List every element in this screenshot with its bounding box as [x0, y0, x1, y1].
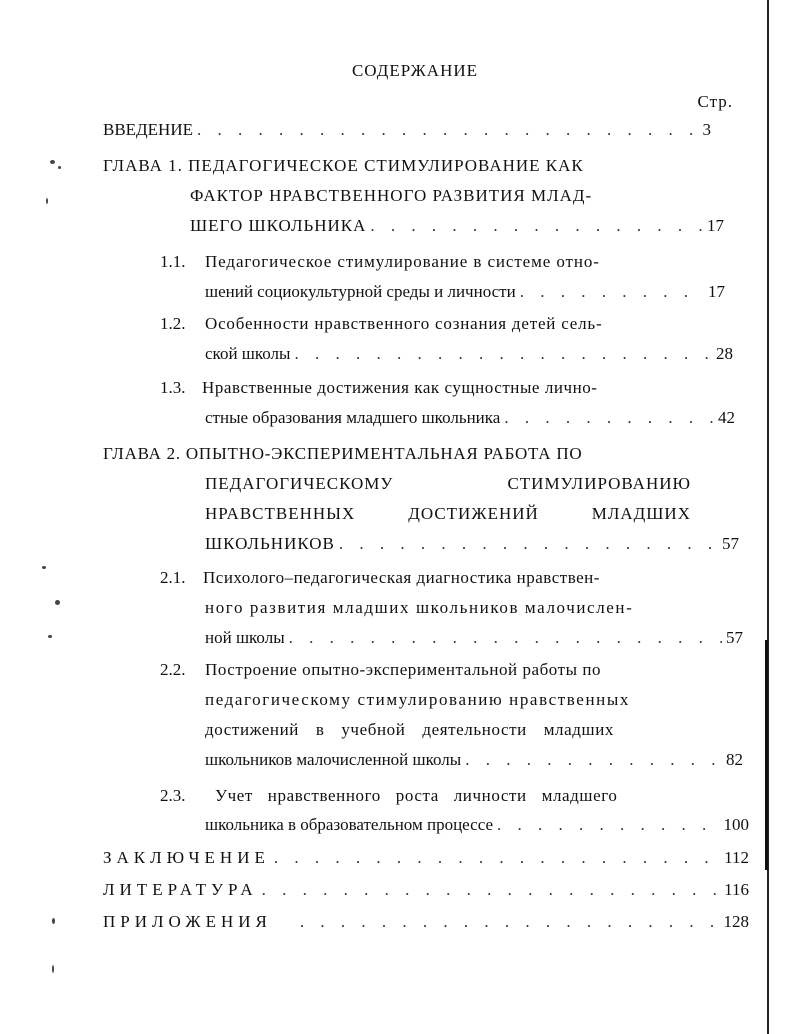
toc-section-2-3-line1: Учет нравственного роста личности младшего: [215, 786, 618, 805]
toc-chapter-heading-word: ДОСТИЖЕНИЙ: [408, 504, 539, 523]
toc-entry-intro: [103, 120, 711, 140]
toc-section-2-2-line2: педагогическому стимулированию нравственных: [205, 690, 630, 709]
toc-chapter2-line4: [205, 534, 739, 554]
scan-speck: [42, 566, 46, 569]
toc-section-number: 2.2.: [160, 660, 186, 679]
scan-speck: [48, 635, 52, 638]
page-edge-line: [767, 0, 769, 1034]
toc-page-number: 112: [724, 848, 749, 867]
leader-dots: [370, 216, 703, 236]
leader-dots: [197, 120, 699, 140]
toc-entry-label: шений социокультурной среды и личности: [205, 282, 516, 301]
toc-entry-label: школьников малочисленной школы: [205, 750, 462, 769]
toc-chapter-heading-word: МЛАДШИХ: [591, 504, 691, 523]
toc-chapter1-line2: ФАКТОР НРАВСТВЕННОГО РАЗВИТИЯ МЛАД-: [190, 186, 593, 205]
toc-section-number: 2.3.: [160, 786, 186, 805]
toc-entry-label: ной школы: [205, 628, 285, 647]
toc-page-number: 82: [726, 750, 743, 769]
page-column-label: Стр.: [697, 92, 733, 111]
leader-dots: [520, 282, 704, 302]
toc-section-1-1-line2: [205, 282, 725, 302]
leader-dots: [294, 344, 712, 364]
toc-section-number: 1.1.: [160, 252, 186, 271]
leader-dots: [465, 750, 722, 770]
toc-section-1-3-line2: [205, 408, 735, 428]
toc-entry-label: ШКОЛЬНИКОВ: [205, 534, 335, 553]
toc-section-number: 1.3.: [160, 378, 186, 397]
toc-section-number: 1.2.: [160, 314, 186, 333]
scan-speck: [55, 600, 60, 605]
toc-page-number: 28: [716, 344, 733, 363]
toc-entry-label: ВВЕДЕНИЕ: [103, 120, 193, 139]
toc-section-1-2-line2: [205, 344, 733, 364]
toc-chapter2-line3: [205, 504, 691, 524]
toc-page-number: 128: [723, 912, 749, 931]
toc-section-2-1-line2: ного развития младших школьников малочислен-: [205, 598, 634, 617]
toc-entry-label: ШЕГО ШКОЛЬНИКА: [190, 216, 367, 235]
toc-page-number: 42: [718, 408, 735, 427]
page-edge-shadow: [765, 640, 768, 870]
leader-dots: [289, 628, 722, 648]
leader-dots: [262, 880, 721, 900]
toc-section-1-2-line1: Особенности нравственного сознания детей сель-: [205, 314, 603, 333]
toc-entry-label: стные образования младшего школьника: [205, 408, 501, 427]
toc-chapter1-line3: [190, 216, 724, 236]
toc-page-number: 17: [708, 282, 725, 301]
toc-chapter2-line2: [205, 474, 691, 494]
scan-speck: [58, 166, 61, 169]
toc-page-number: 116: [724, 880, 749, 899]
toc-section-2-2-line3: достижений в учебной деятельности младших: [205, 720, 615, 739]
toc-page-number: 3: [702, 120, 711, 139]
toc-section-2-3-line2: [205, 815, 749, 835]
leader-dots: [300, 912, 720, 932]
leader-dots: [497, 815, 720, 835]
leader-dots: [274, 848, 720, 868]
toc-section-2-2-line4: [205, 750, 743, 770]
toc-chapter1-line1: [103, 156, 669, 176]
toc-entry-label: ской школы: [205, 344, 291, 363]
toc-entry-label: школьника в образовательном процессе: [205, 815, 493, 834]
scan-speck: [52, 918, 55, 924]
toc-entry-literature: [103, 880, 749, 900]
toc-section-2-2-line1: Построение опытно-экспериментальной работы по: [205, 660, 602, 679]
toc-section-number: 2.1.: [160, 568, 186, 587]
scan-speck: [50, 160, 55, 164]
toc-section-2-1-line3: [205, 628, 743, 648]
toc-chapter2-line1: ГЛАВА 2. ОПЫТНО-ЭКСПЕРИМЕНТАЛЬНАЯ РАБОТА ПО: [103, 444, 583, 463]
toc-chapter-heading-word: СТИМУЛИРОВАНИЮ: [507, 474, 691, 493]
toc-page-number: 100: [723, 815, 749, 834]
toc-entry-conclusion: [103, 848, 749, 868]
toc-page-number: 17: [707, 216, 724, 235]
toc-chapter-heading: ГЛАВА 1. ПЕДАГОГИЧЕСКОЕ СТИМУЛИРОВАНИЕ КАК: [103, 156, 584, 175]
toc-section-1-1-line1: Педагогическое стимулирование в системе отно-: [205, 252, 600, 271]
scan-speck: [46, 198, 48, 204]
scan-speck: [52, 965, 54, 973]
toc-page-number: 57: [726, 628, 743, 647]
leader-dots: [339, 534, 718, 554]
toc-entry-appendices: [103, 912, 749, 932]
toc-section-1-3-line1: Нравственные достижения как сущностные лично-: [202, 378, 598, 397]
toc-entry-label: ЛИТЕРАТУРА: [103, 880, 258, 899]
leader-dots: [504, 408, 714, 428]
page-title: СОДЕРЖАНИЕ: [351, 61, 479, 80]
toc-page-number: 57: [722, 534, 739, 553]
toc-entry-label: ПРИЛОЖЕНИЯ: [103, 912, 272, 931]
toc-section-2-1-line1: Психолого–педагогическая диагностика нравствен-: [203, 568, 600, 587]
toc-chapter-heading-word: ПЕДАГОГИЧЕСКОМУ: [205, 474, 394, 493]
toc-chapter-heading-word: НРАВСТВЕННЫХ: [205, 504, 356, 523]
toc-entry-label: ЗАКЛЮЧЕНИЕ: [103, 848, 270, 867]
